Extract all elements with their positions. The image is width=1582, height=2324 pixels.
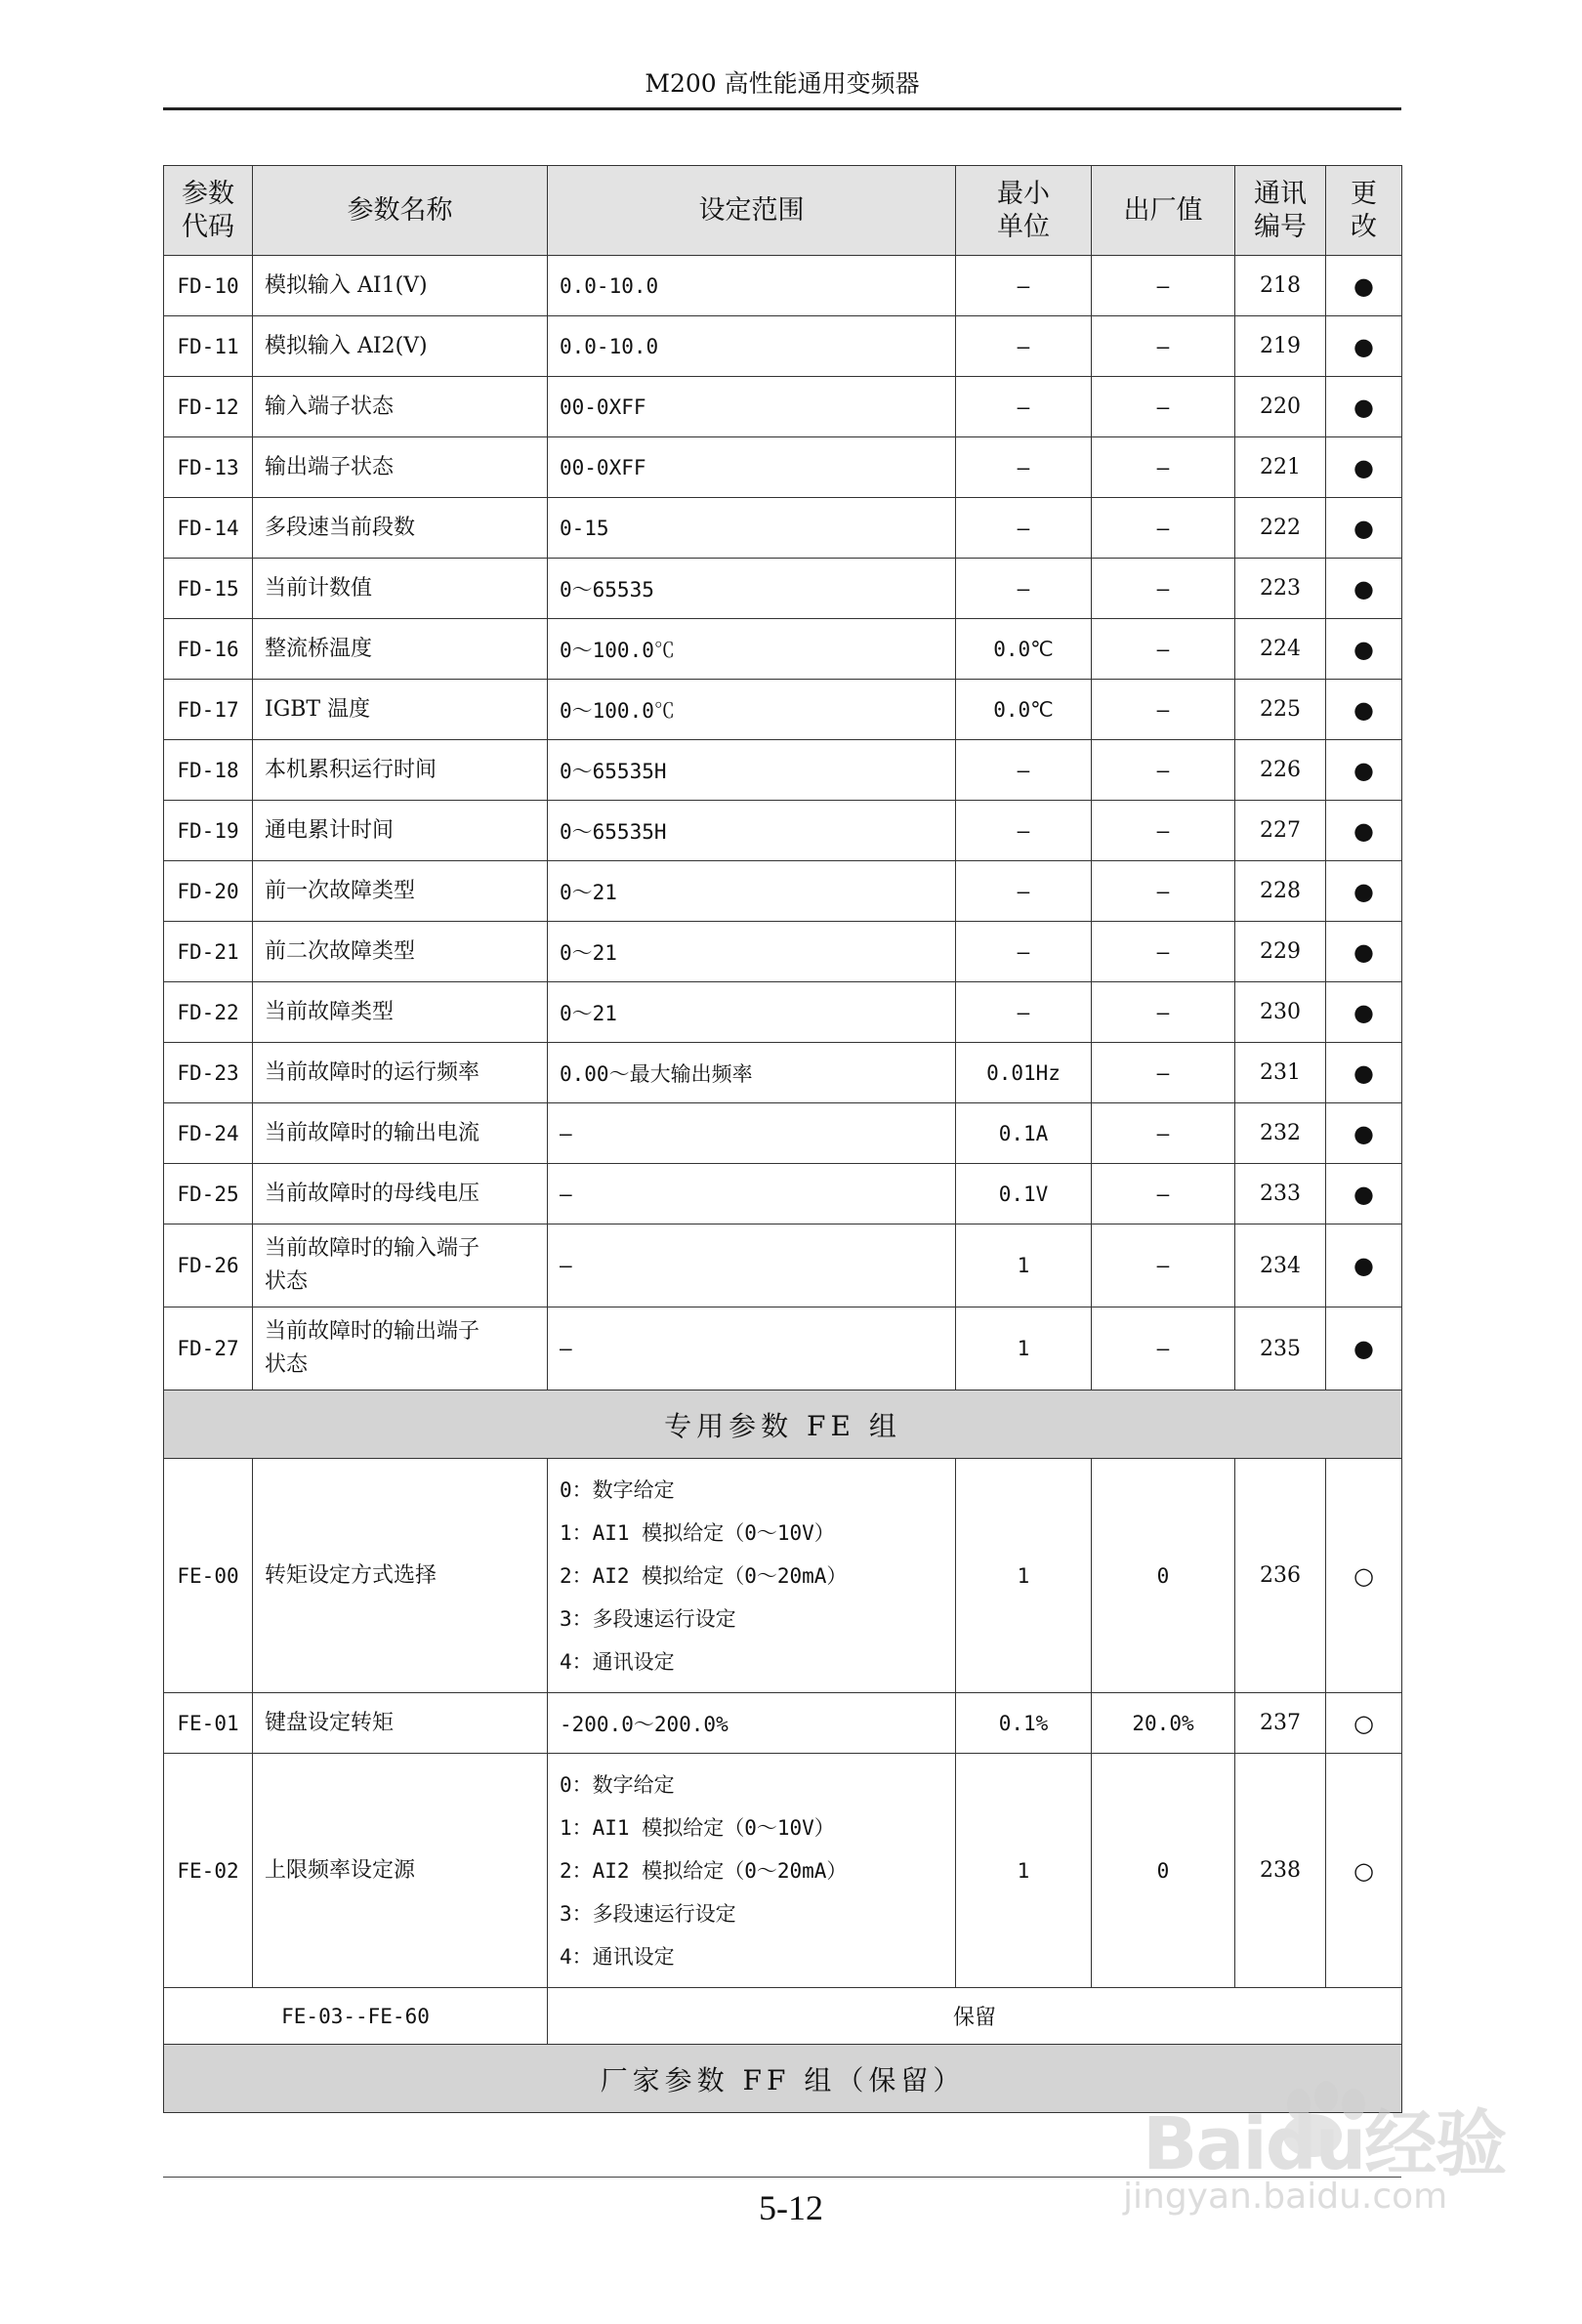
cell-comm: 232 xyxy=(1235,1103,1326,1164)
cell-name: 模拟输入 AI2(V) xyxy=(253,316,548,377)
cell-default: 20.0% xyxy=(1092,1693,1235,1754)
parameter-table xyxy=(163,165,1402,2113)
cell-comm: 224 xyxy=(1235,619,1326,680)
cell-range: 0～65535H xyxy=(548,801,956,861)
change-mark: ● xyxy=(1326,437,1402,498)
cell-min-unit: — xyxy=(956,377,1092,437)
cell-name: 当前故障时的母线电压 xyxy=(253,1164,548,1224)
change-mark: ● xyxy=(1326,1164,1402,1224)
cell-name: 前一次故障类型 xyxy=(253,861,548,922)
change-mark: ● xyxy=(1326,1307,1402,1390)
cell-name: 本机累积运行时间 xyxy=(253,740,548,801)
change-mark: ● xyxy=(1326,377,1402,437)
cell-min-unit: — xyxy=(956,982,1092,1043)
cell-code: FD-25 xyxy=(164,1164,253,1224)
change-mark: ○ xyxy=(1326,1754,1402,1988)
cell-comm: 229 xyxy=(1235,922,1326,982)
cell-default: — xyxy=(1092,740,1235,801)
col-header-range: 设定范围 xyxy=(548,166,956,256)
cell-name: 当前计数值 xyxy=(253,559,548,619)
cell-reserved-codes: FE-03--FE-60 xyxy=(164,1988,548,2045)
cell-min-unit: 1 xyxy=(956,1459,1092,1693)
cell-range: 0～65535H xyxy=(548,740,956,801)
cell-default: — xyxy=(1092,801,1235,861)
col-header-default: 出厂值 xyxy=(1092,166,1235,256)
cell-default: 0 xyxy=(1092,1754,1235,1988)
change-mark: ● xyxy=(1326,740,1402,801)
cell-range: 0～21 xyxy=(548,922,956,982)
cell-range: 00-0XFF xyxy=(548,377,956,437)
cell-min-unit: 1 xyxy=(956,1754,1092,1988)
option-line: 4：通讯设定 xyxy=(560,1944,675,1969)
cell-code: FD-26 xyxy=(164,1224,253,1307)
table-row xyxy=(164,1224,1402,1307)
watermark-brand: Baidu经验 xyxy=(1143,2102,1506,2186)
cell-min-unit: 0.1V xyxy=(956,1164,1092,1224)
change-mark: ● xyxy=(1326,1043,1402,1103)
cell-default: 0 xyxy=(1092,1459,1235,1693)
cell-range: — xyxy=(548,1103,956,1164)
cell-comm: 233 xyxy=(1235,1164,1326,1224)
change-mark: ● xyxy=(1326,1103,1402,1164)
table-row xyxy=(164,680,1402,740)
cell-name-line: 当前故障时的输出端子 xyxy=(265,1319,480,1344)
col-header-code: 参数 代码 xyxy=(164,166,253,256)
cell-name xyxy=(253,1224,548,1307)
cell-code: FD-18 xyxy=(164,740,253,801)
cell-range: 0～100.0℃ xyxy=(548,619,956,680)
cell-code: FD-23 xyxy=(164,1043,253,1103)
cell-code: FD-27 xyxy=(164,1307,253,1390)
cell-comm: 226 xyxy=(1235,740,1326,801)
cell-min-unit: — xyxy=(956,740,1092,801)
cell-default: — xyxy=(1092,256,1235,316)
change-mark: ● xyxy=(1326,316,1402,377)
option-line: 0：数字给定 xyxy=(560,1477,675,1502)
cell-code: FD-11 xyxy=(164,316,253,377)
cell-min-unit: — xyxy=(956,861,1092,922)
cell-comm: 222 xyxy=(1235,498,1326,559)
cell-code: FD-10 xyxy=(164,256,253,316)
cell-name: 转矩设定方式选择 xyxy=(253,1459,548,1693)
table-row-fe-01 xyxy=(164,1693,1402,1754)
col-header-change: 更改 xyxy=(1326,166,1402,256)
cell-min-unit: 0.0℃ xyxy=(956,619,1092,680)
table-row xyxy=(164,982,1402,1043)
table-row xyxy=(164,1307,1402,1390)
cell-range: 0.00～最大输出频率 xyxy=(548,1043,956,1103)
cell-range: — xyxy=(548,1224,956,1307)
cell-name: 输出端子状态 xyxy=(253,437,548,498)
cell-range: 0～21 xyxy=(548,861,956,922)
change-mark: ● xyxy=(1326,922,1402,982)
cell-name: 多段速当前段数 xyxy=(253,498,548,559)
cell-code: FD-20 xyxy=(164,861,253,922)
header-rule xyxy=(163,107,1401,110)
cell-comm: 238 xyxy=(1235,1754,1326,1988)
cell-min-unit: — xyxy=(956,256,1092,316)
col-header-name: 参数名称 xyxy=(253,166,548,256)
cell-name-line: 状态 xyxy=(265,1352,309,1377)
cell-min-unit: 1 xyxy=(956,1307,1092,1390)
cell-name-line: 当前故障时的输入端子 xyxy=(265,1236,480,1261)
cell-range: 0～21 xyxy=(548,982,956,1043)
table-row-reserved xyxy=(164,1988,1402,2045)
change-mark: ● xyxy=(1326,498,1402,559)
cell-min-unit: 0.1% xyxy=(956,1693,1092,1754)
col-header-comm: 通讯 编号 xyxy=(1235,166,1326,256)
watermark-url: jingyan.baidu.com xyxy=(1123,2177,1448,2217)
table-row xyxy=(164,316,1402,377)
cell-default: — xyxy=(1092,498,1235,559)
change-mark: ● xyxy=(1326,680,1402,740)
cell-range: 0.0-10.0 xyxy=(548,316,956,377)
table-row xyxy=(164,437,1402,498)
table-row xyxy=(164,619,1402,680)
table-row xyxy=(164,922,1402,982)
table-row xyxy=(164,740,1402,801)
option-line: 3：多段速运行设定 xyxy=(560,1901,736,1926)
cell-range: — xyxy=(548,1307,956,1390)
cell-range: 00-0XFF xyxy=(548,437,956,498)
cell-code: FD-15 xyxy=(164,559,253,619)
cell-comm: 230 xyxy=(1235,982,1326,1043)
change-mark: ○ xyxy=(1326,1459,1402,1693)
cell-default: — xyxy=(1092,680,1235,740)
cell-default: — xyxy=(1092,1103,1235,1164)
cell-range: 0～65535 xyxy=(548,559,956,619)
cell-code: FD-19 xyxy=(164,801,253,861)
table-row xyxy=(164,498,1402,559)
cell-comm: 219 xyxy=(1235,316,1326,377)
table-row-fe-00 xyxy=(164,1459,1402,1693)
cell-name: 上限频率设定源 xyxy=(253,1754,548,1988)
change-mark: ● xyxy=(1326,861,1402,922)
cell-min-unit: — xyxy=(956,316,1092,377)
cell-default: — xyxy=(1092,982,1235,1043)
cell-comm: 218 xyxy=(1235,256,1326,316)
cell-name: 模拟输入 AI1(V) xyxy=(253,256,548,316)
cell-code: FE-02 xyxy=(164,1754,253,1988)
section-title-ff: 厂家参数 FF 组（保留） xyxy=(164,2045,1402,2113)
cell-comm: 220 xyxy=(1235,377,1326,437)
table-row xyxy=(164,559,1402,619)
cell-comm: 237 xyxy=(1235,1693,1326,1754)
cell-name: 通电累计时间 xyxy=(253,801,548,861)
cell-range-options xyxy=(548,1459,956,1693)
cell-default: — xyxy=(1092,922,1235,982)
cell-range: 0～100.0℃ xyxy=(548,680,956,740)
cell-comm: 236 xyxy=(1235,1459,1326,1693)
table-row xyxy=(164,1103,1402,1164)
cell-min-unit: 0.0℃ xyxy=(956,680,1092,740)
cell-min-unit: — xyxy=(956,922,1092,982)
col-header-min-unit: 最小 单位 xyxy=(956,166,1092,256)
cell-code: FD-12 xyxy=(164,377,253,437)
cell-code: FD-16 xyxy=(164,619,253,680)
table-header-row xyxy=(164,166,1402,256)
option-line: 4：通讯设定 xyxy=(560,1649,675,1674)
cell-code: FD-14 xyxy=(164,498,253,559)
cell-name: 前二次故障类型 xyxy=(253,922,548,982)
watermark xyxy=(1103,2075,1514,2241)
cell-default: — xyxy=(1092,1164,1235,1224)
cell-range: 0-15 xyxy=(548,498,956,559)
cell-min-unit: — xyxy=(956,498,1092,559)
cell-default: — xyxy=(1092,377,1235,437)
cell-comm: 228 xyxy=(1235,861,1326,922)
cell-code: FD-13 xyxy=(164,437,253,498)
change-mark: ● xyxy=(1326,982,1402,1043)
option-line: 1：AI1 模拟给定（0～10V） xyxy=(560,1520,835,1545)
cell-min-unit: — xyxy=(956,801,1092,861)
cell-comm: 227 xyxy=(1235,801,1326,861)
cell-code: FD-24 xyxy=(164,1103,253,1164)
option-line: 0：数字给定 xyxy=(560,1772,675,1797)
cell-default: — xyxy=(1092,619,1235,680)
table-row xyxy=(164,861,1402,922)
change-mark: ○ xyxy=(1326,1693,1402,1754)
table-row xyxy=(164,377,1402,437)
cell-name: 键盘设定转矩 xyxy=(253,1693,548,1754)
cell-code: FE-01 xyxy=(164,1693,253,1754)
cell-comm: 234 xyxy=(1235,1224,1326,1307)
fd-group-body xyxy=(164,256,1402,1390)
cell-comm: 225 xyxy=(1235,680,1326,740)
cell-name: 输入端子状态 xyxy=(253,377,548,437)
table-row-fe-02 xyxy=(164,1754,1402,1988)
section-title-fe: 专用参数 FE 组 xyxy=(164,1390,1402,1459)
cell-range: 0.0-10.0 xyxy=(548,256,956,316)
cell-default: — xyxy=(1092,1043,1235,1103)
table-row xyxy=(164,1164,1402,1224)
change-mark: ● xyxy=(1326,1224,1402,1307)
cell-comm: 221 xyxy=(1235,437,1326,498)
cell-min-unit: — xyxy=(956,437,1092,498)
fe-group-body xyxy=(164,1390,1402,2113)
cell-name-line: 状态 xyxy=(265,1269,309,1294)
cell-min-unit: — xyxy=(956,559,1092,619)
cell-default: — xyxy=(1092,437,1235,498)
cell-name xyxy=(253,1307,548,1390)
cell-name: 当前故障时的输出电流 xyxy=(253,1103,548,1164)
cell-code: FD-22 xyxy=(164,982,253,1043)
cell-default: — xyxy=(1092,861,1235,922)
page-number: 5-12 xyxy=(759,2188,823,2227)
change-mark: ● xyxy=(1326,801,1402,861)
change-mark: ● xyxy=(1326,619,1402,680)
cell-default: — xyxy=(1092,559,1235,619)
cell-comm: 235 xyxy=(1235,1307,1326,1390)
cell-name: 整流桥温度 xyxy=(253,619,548,680)
cell-min-unit: 1 xyxy=(956,1224,1092,1307)
table-row xyxy=(164,256,1402,316)
cell-range: -200.0～200.0% xyxy=(548,1693,956,1754)
cell-comm: 231 xyxy=(1235,1043,1326,1103)
cell-default: — xyxy=(1092,1307,1235,1390)
cell-range: — xyxy=(548,1164,956,1224)
cell-code: FD-21 xyxy=(164,922,253,982)
cell-default: — xyxy=(1092,316,1235,377)
page-header-title: M200 高性能通用变频器 xyxy=(645,69,920,98)
table-row xyxy=(164,1043,1402,1103)
option-line: 3：多段速运行设定 xyxy=(560,1606,736,1631)
cell-min-unit: 0.01Hz xyxy=(956,1043,1092,1103)
option-line: 2：AI2 模拟给定（0～20mA） xyxy=(560,1563,848,1588)
cell-name: 当前故障时的运行频率 xyxy=(253,1043,548,1103)
option-line: 2：AI2 模拟给定（0～20mA） xyxy=(560,1858,848,1883)
cell-default: — xyxy=(1092,1224,1235,1307)
change-mark: ● xyxy=(1326,256,1402,316)
cell-name: IGBT 温度 xyxy=(253,680,548,740)
cell-code: FD-17 xyxy=(164,680,253,740)
cell-reserved-label: 保留 xyxy=(548,1988,1402,2045)
option-line: 1：AI1 模拟给定（0～10V） xyxy=(560,1815,835,1840)
change-mark: ● xyxy=(1326,559,1402,619)
cell-range-options xyxy=(548,1754,956,1988)
cell-min-unit: 0.1A xyxy=(956,1103,1092,1164)
table-row xyxy=(164,801,1402,861)
section-row-fe xyxy=(164,1390,1402,1459)
cell-comm: 223 xyxy=(1235,559,1326,619)
cell-code: FE-00 xyxy=(164,1459,253,1693)
cell-name: 当前故障类型 xyxy=(253,982,548,1043)
